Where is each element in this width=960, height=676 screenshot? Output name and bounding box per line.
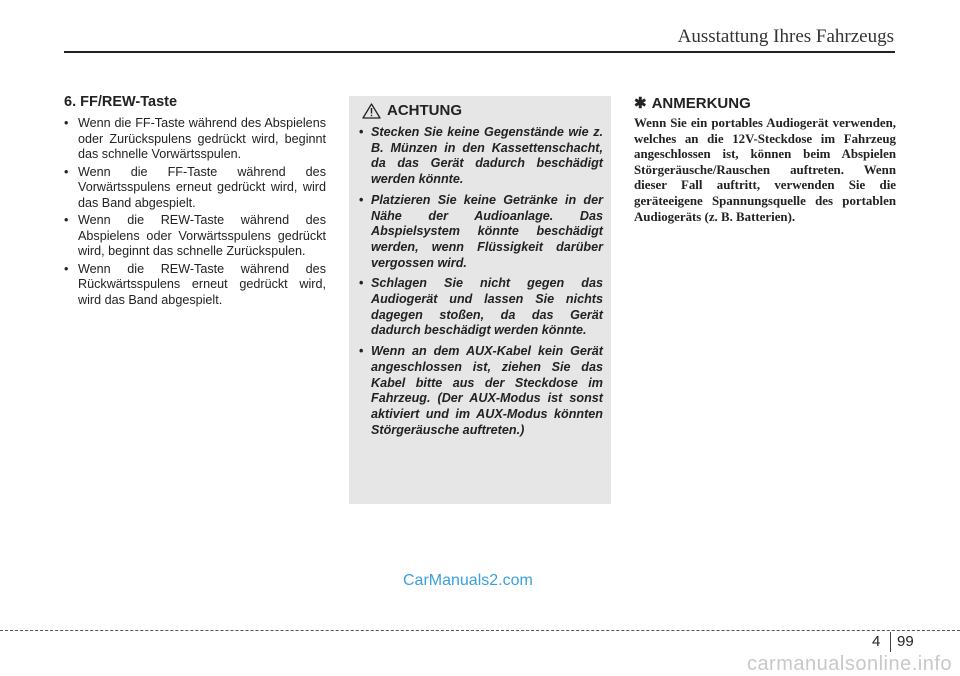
note-section xyxy=(634,94,896,225)
note-heading: ANMERKUNG xyxy=(651,94,751,112)
page-number: 99 xyxy=(897,633,914,650)
watermark-link[interactable]: CarManuals2.com xyxy=(403,572,533,589)
section-heading: 6. FF/REW-Taste xyxy=(64,94,178,110)
note-body: Wenn Sie ein portables Audiogerät verwenden, welches an die 12V-Steckdose im Fahrzeug angeschlossen ist, können beim Abspielen Störgeräusche/Rauschen auftreten. Wenn dieser Fall auftritt, verwenden Sie die geräteeigene Spannungsquelle des portablen Audiogeräts (z. B. Batterien). xyxy=(634,116,896,224)
footer-site-watermark: carmanualsonline.info xyxy=(746,653,952,675)
warning-list xyxy=(359,125,603,443)
running-header-title: Ausstattung Ihres Fahrzeugs xyxy=(677,26,894,47)
page-number-divider xyxy=(890,632,891,652)
list-item: • Schlagen Sie nicht gegen das Audiogerät und lassen Sie nichts dagegen stoßen, da das Gerät dadurch beschädigt werden könnte. xyxy=(359,276,603,339)
list-item: • Wenn die REW-Taste während des Rückwärtsspulens erneut gedrückt wird, wird das Band abgespielt. xyxy=(64,262,326,309)
list-item: • Wenn die FF-Taste während des Abspielens oder Zurückspulens gedrückt wird, beginnt das schnelle Vorwärtsspulen. xyxy=(64,116,326,163)
warning-heading-row xyxy=(362,102,462,119)
warning-triangle-icon xyxy=(362,103,381,119)
warning-heading: ACHTUNG xyxy=(387,102,462,119)
list-item: • Platzieren Sie keine Getränke in der Nähe der Audioanlage. Das Abspielsystem könnte beschädigt werden, wenn Flüssigkeit darüber vergossen wird. xyxy=(359,193,603,272)
note-heading-row xyxy=(634,94,896,112)
ff-rew-list xyxy=(64,116,326,308)
list-item: • Wenn die REW-Taste während des Abspielens oder Vorwärtsspulens gedrückt wird, beginnt das schnelle Zurückspulen. xyxy=(64,213,326,260)
list-item: • Wenn die FF-Taste während des Vorwärtsspulens erneut gedrückt wird, wird das Band abgespielt. xyxy=(64,165,326,212)
warning-box xyxy=(349,96,611,504)
list-item: • Stecken Sie keine Gegenstände wie z. B. Münzen in den Kassettenschacht, da das Gerät dadurch beschädigt werden könnte. xyxy=(359,125,603,188)
list-item: • Wenn an dem AUX-Kabel kein Gerät angeschlossen ist, ziehen Sie das Kabel bitte aus der Steckdose im Fahrzeug. (Der AUX-Modus ist sonst aktiviert und im AUX-Modus könnten Störgeräusche auftreten.) xyxy=(359,344,603,438)
asterisk-icon: ✱ xyxy=(634,95,647,112)
header-rule xyxy=(64,51,895,53)
footer-rule xyxy=(0,630,960,631)
chapter-number: 4 xyxy=(872,633,881,650)
ff-rew-section xyxy=(64,94,326,310)
